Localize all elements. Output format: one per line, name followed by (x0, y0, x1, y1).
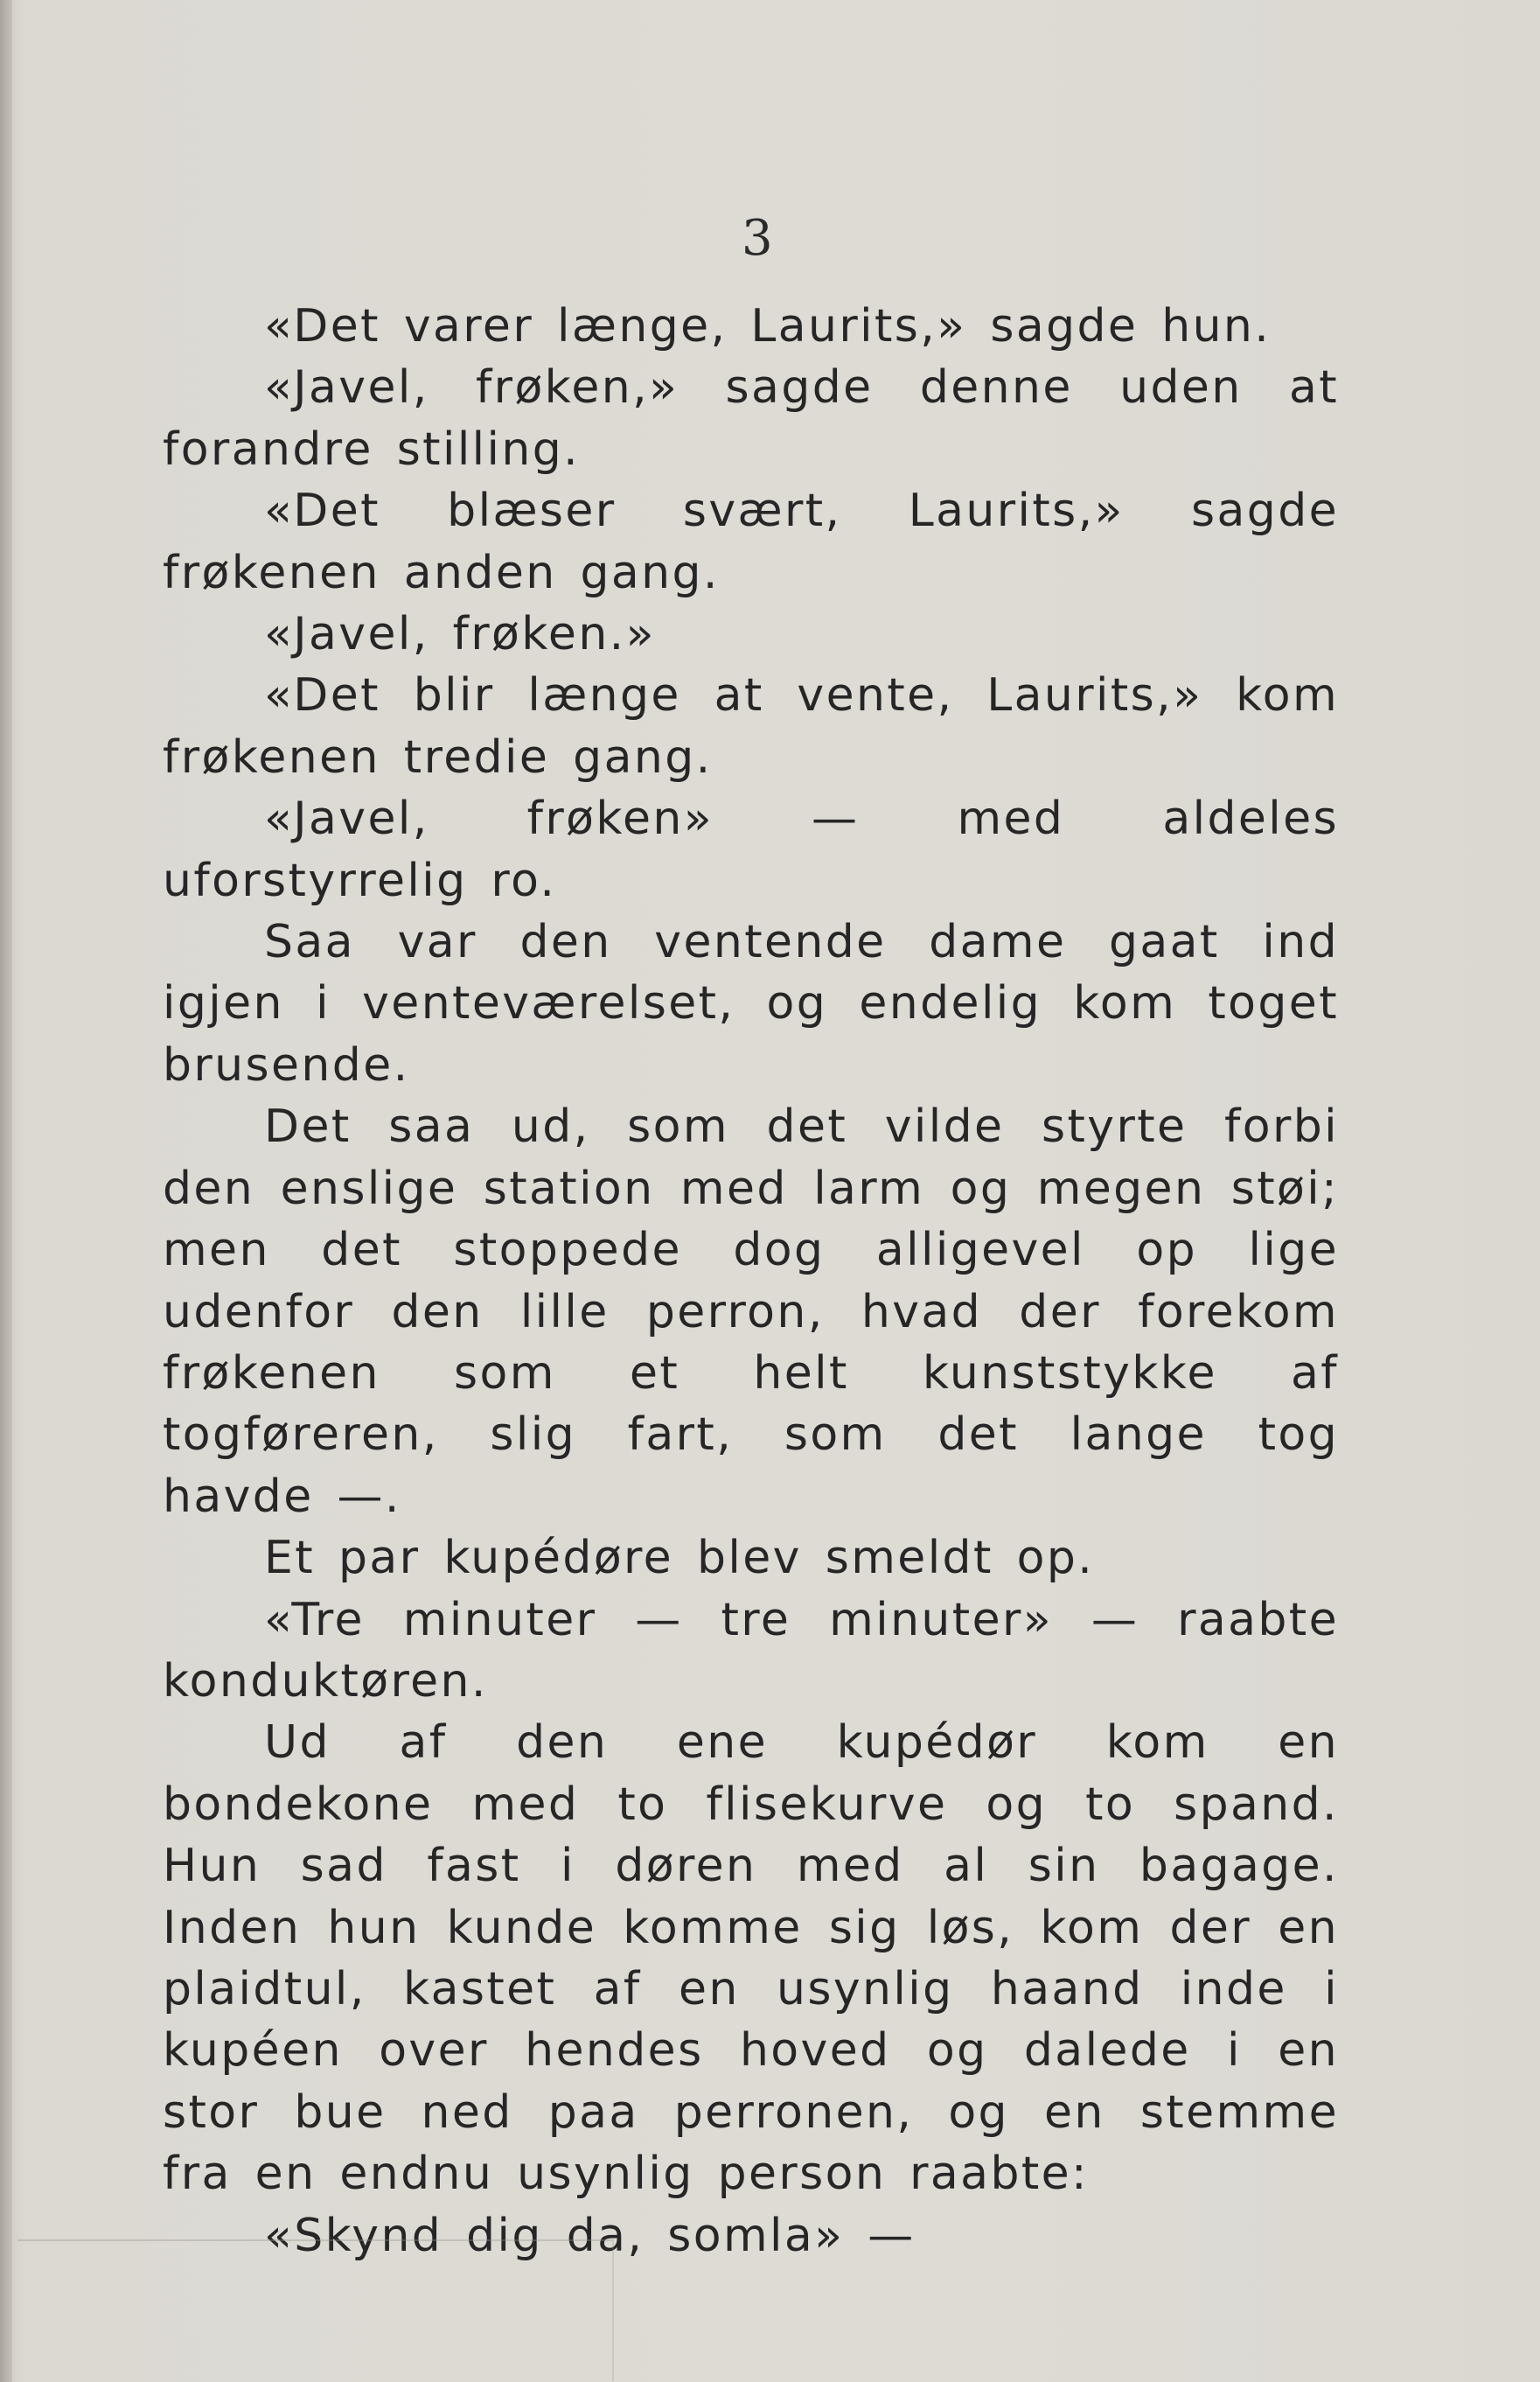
paragraph-1: «Det varer længe, Laurits,» sagde hun. (264, 300, 1272, 353)
paragraph-4: «Javel, frøken.» (264, 608, 656, 661)
paragraph-5: «Det blir længe at vente, Laurits,» kom frøkenen tredie gang. (163, 669, 1339, 784)
paragraph-2: «Javel, frøken,» sagde denne uden at forandre stilling. (163, 361, 1339, 476)
page-number: 3 (742, 210, 773, 267)
page-gutter-edge (0, 0, 12, 2382)
paragraph-8: Det saa ud, som det vilde styrte forbi den enslige station med larm og megen støi; men det stoppede dog alligevel op lige udenfor den lille perron, hvad der forekom frøkenen som et helt kunststykke af togføreren, slig fart, som det lange tog havde —. (163, 1100, 1339, 1523)
paragraph-10: «Tre minuter — tre minuter» — raabte konduktøren. (163, 1593, 1339, 1708)
paragraph-11: Ud af den ene kupédør kom en bondekone med to flisekurve og to spand. Hun sad fast i døren med al sin bagage. Inden hun kunde komme sig løs, kom der en plaidtul, kastet af en usynlig haand inde i kupéen over hendes hoved og dalede i en stor bue ned paa perronen, og en stemme fra en endnu usynlig person raabte: (163, 1716, 1339, 2201)
paragraph-6: «Javel, frøken» — med aldeles uforstyrrelig ro. (163, 793, 1339, 907)
paragraph-9: Et par kupédøre blev smeldt op. (264, 1532, 1095, 1585)
paragraph-3: «Det blæser svært, Laurits,» sagde frøkenen anden gang. (163, 485, 1339, 599)
body-text (163, 296, 1339, 2267)
paragraph-12: «Skynd dig da, somla» — (264, 2209, 916, 2262)
paragraph-7: Saa var den ventende dame gaat ind igjen i venteværelset, og endelig kom toget brusende. (163, 916, 1339, 1092)
paper-stain (17, 2239, 614, 2381)
